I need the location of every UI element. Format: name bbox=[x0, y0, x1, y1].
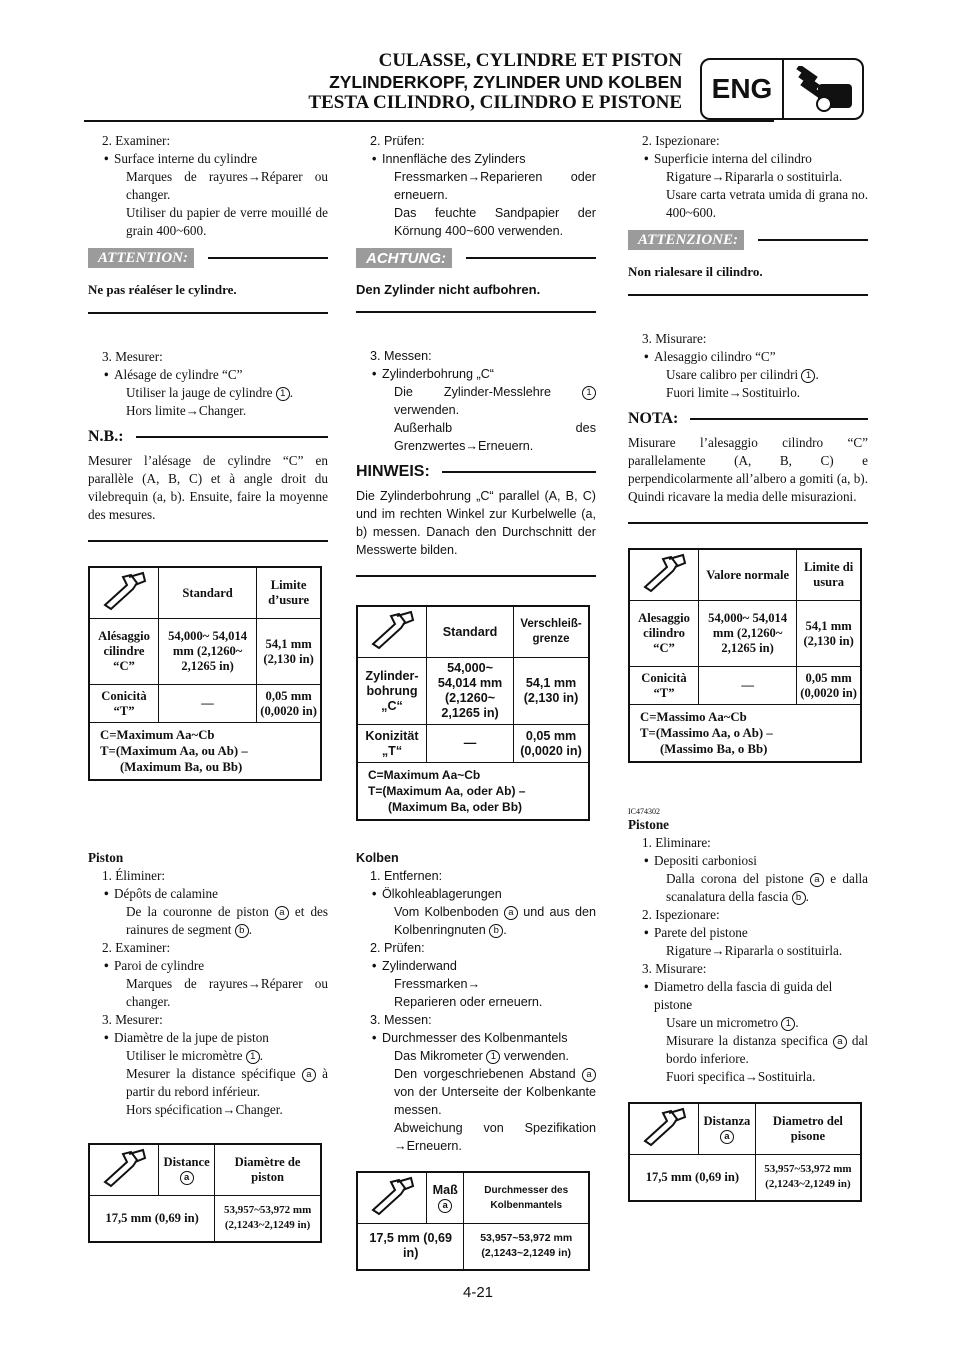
attention-heading bbox=[88, 248, 328, 268]
row-label-bore: Zylinder-bohrung „C“ bbox=[357, 658, 427, 725]
instruction: Utiliser le micromètre 1 . bbox=[126, 1048, 264, 1063]
col-header-distance: Distance a bbox=[159, 1144, 215, 1196]
bore-standard: 54,000~ 54,014 mm (2,1260~ 2,1265 in) bbox=[159, 619, 257, 685]
note-heading bbox=[88, 428, 328, 446]
note-text: Mesurer l’alésage de cylindre “C” en parallèle (A, B, C) et à angle droit du vilebrequin (a, b). Ensuite, faire la moyenne des mesures. bbox=[88, 453, 328, 522]
wrench-icon bbox=[629, 549, 699, 601]
bullet: • Durchmesser des Kolbenmantels bbox=[356, 1029, 596, 1047]
step-examine: 2. Ispezionare: bbox=[642, 133, 720, 148]
instruction: Marques de rayures→Réparer ou changer. bbox=[126, 976, 328, 1009]
attention-label: ACHTUNG: bbox=[356, 248, 452, 268]
step-examine: 2. Prüfen: bbox=[370, 134, 425, 148]
page-number: 4-21 bbox=[463, 1284, 494, 1301]
header-title-it: TESTA CILINDRO, CILINDRO E PISTONE bbox=[308, 92, 682, 113]
bullet: • Innenfläche des Zylinders bbox=[356, 150, 596, 168]
attention-label: ATTENTION: bbox=[88, 248, 194, 268]
step-measure: 3. Mesurer: bbox=[102, 349, 163, 364]
instruction: Reparieren oder erneuern. bbox=[394, 995, 543, 1009]
instruction: Rigature→Ripararla o sostituirla. bbox=[666, 943, 843, 958]
attention-heading bbox=[356, 248, 596, 268]
step-examine: 2. Examiner: bbox=[102, 940, 171, 955]
bullet: • Surface interne du cylindre bbox=[88, 150, 328, 168]
attention-text: Non rialesare il cilindro. bbox=[628, 264, 763, 279]
col-header-standard: Standard bbox=[159, 567, 257, 619]
instruction: Dalla corona del pistone a e dalla scanalatura della fascia b . bbox=[666, 871, 868, 904]
instruction: De la couronne de piston a et des rainures de segment b . bbox=[126, 904, 329, 937]
bore-standard: 54,000~ 54,014 mm (2,1260~ 2,1265 in) bbox=[427, 658, 514, 725]
section-title-piston: Piston bbox=[88, 850, 124, 865]
instruction: Usare un micrometro 1 . bbox=[666, 1015, 799, 1030]
attention-label: ATTENZIONE: bbox=[628, 230, 744, 250]
formula: C=Maximum Aa~Cb T=(Maximum Aa, ou Ab) – (Maximum Ba, ou Bb) bbox=[89, 723, 321, 781]
instruction: Misurare la distanza specifica a dal bordo inferiore. bbox=[666, 1033, 868, 1066]
step-examine: 2. Prüfen: bbox=[370, 941, 425, 955]
instruction: Außerhalb des Grenzwertes→Erneuern. bbox=[394, 421, 596, 453]
col-header-standard: Valore normale bbox=[699, 549, 797, 601]
attention-text: Ne pas réaléser le cylindre. bbox=[88, 282, 237, 297]
header-title-de: ZYLINDERKOPF, ZYLINDER UND KOLBEN bbox=[329, 72, 682, 92]
bullet: • Alesaggio cilindro “C” bbox=[628, 348, 868, 366]
note-text: Misurare l’alesaggio cilindro “C” parallelamente (A, B, C) e perpendicolarmente all’albero a gomiti (a, b). Quindi ricavare la media delle misurazioni. bbox=[628, 435, 868, 504]
instruction: Utiliser la jauge de cylindre 1 . bbox=[126, 385, 294, 400]
col-header-diameter: Diamètre de piston bbox=[215, 1144, 321, 1196]
col-header-limit: Verschleiß-grenze bbox=[514, 606, 589, 658]
taper-standard: — bbox=[699, 667, 797, 705]
row-label-taper: Konizität „T“ bbox=[357, 725, 427, 763]
instruction: Vom Kolbenboden a und aus den Kolbenringnuten b . bbox=[394, 905, 597, 937]
distance-value: 17,5 mm (0,69 in) bbox=[357, 1224, 464, 1270]
bullet: • Diamètre de la jupe de piston bbox=[88, 1029, 328, 1047]
instruction: Utiliser du papier de verre mouillé de grain 400~600. bbox=[126, 205, 328, 238]
step-examine: 2. Examiner: bbox=[102, 133, 171, 148]
column-italian bbox=[628, 132, 868, 1202]
diameter-value: 53,957~53,972 mm (2,1243~2,1249 in) bbox=[215, 1196, 321, 1242]
step-measure: 3. Messen: bbox=[370, 1013, 432, 1027]
bullet: • Dépôts de calamine bbox=[88, 885, 328, 903]
bore-limit: 54,1 mm (2,130 in) bbox=[797, 601, 861, 667]
spec-table-cylinder bbox=[628, 548, 862, 763]
bullet: • Superficie interna del cilindro bbox=[628, 150, 868, 168]
col-header-standard: Standard bbox=[427, 606, 514, 658]
wrench-icon bbox=[629, 1103, 699, 1155]
attention-heading bbox=[628, 230, 868, 250]
row-label-bore: Alesaggio cilindro “C” bbox=[629, 601, 699, 667]
instruction: Fressmarken→Reparieren oder erneuern. bbox=[394, 170, 596, 202]
spec-table-cylinder bbox=[88, 566, 322, 781]
reference-code: IC474302 bbox=[628, 807, 660, 816]
col-header-diameter: Durchmesser des Kolbenmantels bbox=[464, 1172, 589, 1224]
formula: C=Massimo Aa~Cb T=(Massimo Aa, o Ab) – (Massimo Ba, o Bb) bbox=[629, 705, 861, 763]
row-label-bore: Alésaggio cilindre “C” bbox=[89, 619, 159, 685]
note-label: HINWEIS: bbox=[356, 463, 430, 480]
bullet: • Paroi de cylindre bbox=[88, 957, 328, 975]
instruction: Fuori specifica→Sostituirla. bbox=[666, 1069, 816, 1084]
bullet: • Zylinderwand bbox=[356, 957, 596, 975]
instruction: Hors limite→Changer. bbox=[126, 403, 247, 418]
bullet: • Ölkohleablagerungen bbox=[356, 885, 596, 903]
distance-value: 17,5 mm (0,69 in) bbox=[629, 1155, 755, 1201]
step-remove: 1. Entfernen: bbox=[370, 869, 443, 883]
taper-limit: 0,05 mm (0,0020 in) bbox=[797, 667, 861, 705]
badge-label: ENG bbox=[702, 60, 784, 118]
bore-limit: 54,1 mm (2,130 in) bbox=[257, 619, 321, 685]
step-remove: 1. Eliminare: bbox=[642, 835, 711, 850]
wrench-icon bbox=[89, 1144, 159, 1196]
step-measure: 3. Misurare: bbox=[642, 331, 707, 346]
distance-value: 17,5 mm (0,69 in) bbox=[89, 1196, 215, 1242]
instruction: Den vorgeschriebenen Abstand a von der Unterseite der Kolbenkante messen. bbox=[394, 1067, 596, 1117]
row-label-taper: Conicità “T” bbox=[629, 667, 699, 705]
note-text: Die Zylinderbohrung „C“ parallel (A, B, C) und im rechten Winkel zur Kurbelwelle (a, b) messen. Danach den Durchschnitt der Messwerte bilden. bbox=[356, 489, 596, 557]
column-french bbox=[88, 132, 328, 1243]
instruction: Hors spécification→Changer. bbox=[126, 1102, 283, 1117]
step-measure: 3. Messen: bbox=[370, 349, 432, 363]
engine-piston-icon bbox=[784, 60, 862, 118]
instruction: Das feuchte Sandpapier der Körnung 400~600 verwenden. bbox=[394, 206, 596, 238]
step-examine: 2. Ispezionare: bbox=[642, 907, 720, 922]
header-title-fr: CULASSE, CYLINDRE ET PISTON bbox=[378, 50, 682, 71]
bullet: • Depositi carboniosi bbox=[628, 852, 868, 870]
instruction: Das Mikrometer 1 verwenden. bbox=[394, 1049, 569, 1063]
note-heading bbox=[628, 410, 868, 428]
row-label-taper: Conicità “T” bbox=[89, 685, 159, 723]
col-header-distance: Maß a bbox=[427, 1172, 464, 1224]
wrench-icon bbox=[357, 1172, 427, 1224]
spec-table-piston bbox=[356, 1171, 590, 1271]
step-measure: 3. Mesurer: bbox=[102, 1012, 163, 1027]
formula: C=Maximum Aa~Cb T=(Maximum Aa, oder Ab) – (Maximum Ba, oder Bb) bbox=[357, 763, 589, 821]
column-german bbox=[356, 132, 596, 1271]
instruction: Marques de rayures→Réparer ou changer. bbox=[126, 169, 328, 202]
taper-limit: 0,05 mm (0,0020 in) bbox=[514, 725, 589, 763]
section-title-piston: Pistone bbox=[628, 817, 670, 832]
spec-table-piston bbox=[88, 1143, 322, 1243]
diameter-value: 53,957~53,972 mm (2,1243~2,1249 in) bbox=[755, 1155, 861, 1201]
spec-table-piston bbox=[628, 1102, 862, 1202]
diameter-value: 53,957~53,972 mm (2,1243~2,1249 in) bbox=[464, 1224, 589, 1270]
step-remove: 1. Éliminer: bbox=[102, 868, 165, 883]
instruction: Abweichung von Spezifikation →Erneuern. bbox=[394, 1121, 596, 1153]
bullet: • Alésage de cylindre “C” bbox=[88, 366, 328, 384]
bullet: • Diametro della fascia di guida del pistone bbox=[628, 978, 868, 1014]
bullet: • Parete del pistone bbox=[628, 924, 868, 942]
note-label: N.B.: bbox=[88, 428, 124, 445]
instruction: Fuori limite→Sostituirlo. bbox=[666, 385, 801, 400]
bullet: • Zylinderbohrung „C“ bbox=[356, 365, 596, 383]
instruction: Rigature→Ripararla o sostituirla. bbox=[666, 169, 843, 184]
section-title-piston: Kolben bbox=[356, 851, 399, 865]
col-header-diameter: Diametro del pisone bbox=[755, 1103, 861, 1155]
instruction: Usare calibro per cilindri 1 . bbox=[666, 367, 819, 382]
note-heading bbox=[356, 463, 596, 481]
instruction: Mesurer la distance spécifique a à partir du rebord inférieur. bbox=[126, 1066, 329, 1099]
header-rule bbox=[84, 120, 774, 122]
wrench-icon bbox=[89, 567, 159, 619]
note-label: NOTA: bbox=[628, 410, 679, 427]
wrench-icon bbox=[357, 606, 427, 658]
col-header-limit: Limite d’usure bbox=[257, 567, 321, 619]
taper-limit: 0,05 mm (0,0020 in) bbox=[257, 685, 321, 723]
callout-1: 1 bbox=[276, 387, 290, 401]
section-badge bbox=[700, 58, 864, 120]
taper-standard: — bbox=[427, 725, 514, 763]
spec-table-cylinder bbox=[356, 605, 590, 821]
bore-standard: 54,000~ 54,014 mm (2,1260~ 2,1265 in) bbox=[699, 601, 797, 667]
instruction: Fressmarken→ bbox=[394, 977, 481, 991]
col-header-distance: Distanza a bbox=[699, 1103, 756, 1155]
bore-limit: 54,1 mm (2,130 in) bbox=[514, 658, 589, 725]
col-header-limit: Limite di usura bbox=[797, 549, 861, 601]
instruction: Usare carta vetrata umida di grana no. 400~600. bbox=[666, 187, 868, 220]
attention-text: Den Zylinder nicht aufbohren. bbox=[356, 282, 541, 297]
instruction: Die Zylinder-Messlehre 1 verwenden. bbox=[356, 383, 596, 419]
taper-standard: — bbox=[159, 685, 257, 723]
step-measure: 3. Misurare: bbox=[642, 961, 707, 976]
